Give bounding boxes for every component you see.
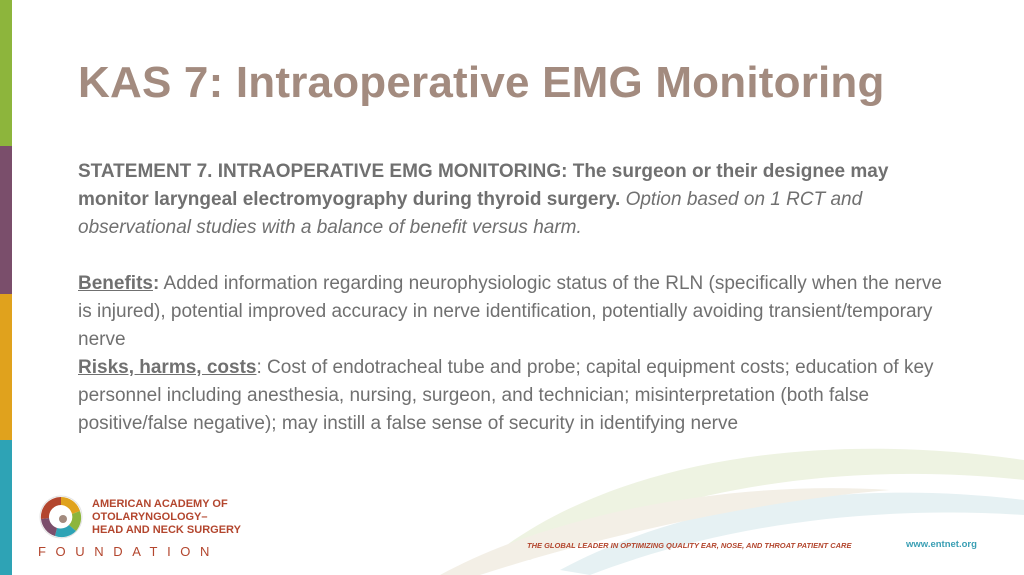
side-bar-green (0, 0, 12, 146)
foundation-logo (38, 494, 241, 564)
swirl-logo-icon (38, 494, 84, 540)
risks-text: : Cost of endotracheal tube and probe; capital equipment costs; education of key personnel including anesthesia, nursing, surgeon, and technician; misinterpretation (both false positive/false negative); may instill a false sense of security in identifying nerve (78, 357, 934, 434)
org-name-line-2: OTOLARYNGOLOGY– (92, 511, 208, 523)
side-bar-teal (0, 440, 12, 575)
website-link[interactable]: www.entnet.org (906, 539, 977, 550)
side-bar-orange (0, 294, 12, 440)
benefits-colon: : (152, 273, 160, 294)
slide-title: KAS 7: Intraoperative EMG Monitoring (78, 58, 885, 107)
risks-paragraph (78, 354, 958, 438)
benefits-paragraph (78, 270, 958, 354)
side-color-bar (0, 0, 12, 575)
statement-evidence: Option based on 1 RCT and observational studies with a balance of benefit versus harm. (78, 189, 863, 238)
statement-paragraph (78, 158, 958, 242)
background-swoosh (440, 420, 1024, 575)
slide-body (78, 158, 958, 438)
organization-name (92, 498, 241, 537)
statement-text: STATEMENT 7. INTRAOPERATIVE EMG MONITORING: The surgeon or their designee may monitor laryngeal electromyography during thyroid surgery. (78, 161, 889, 210)
org-name-line-3: HEAD AND NECK SURGERY (92, 524, 241, 536)
org-name-line-1: AMERICAN ACADEMY OF (92, 498, 228, 510)
benefits-text: Added information regarding neurophysiologic status of the RLN (specifically when the nerve is injured), potential improved accuracy in nerve identification, potentially avoiding transient/temporary nerve (78, 273, 942, 350)
risks-label: Risks, harms, costs (78, 357, 257, 378)
side-bar-purple (0, 146, 12, 294)
footer-tagline: THE GLOBAL LEADER IN OPTIMIZING QUALITY EAR, NOSE, AND THROAT PATIENT CARE (527, 541, 852, 550)
benefits-label: Benefits (78, 273, 153, 294)
foundation-wordmark: FOUNDATION (38, 544, 219, 559)
